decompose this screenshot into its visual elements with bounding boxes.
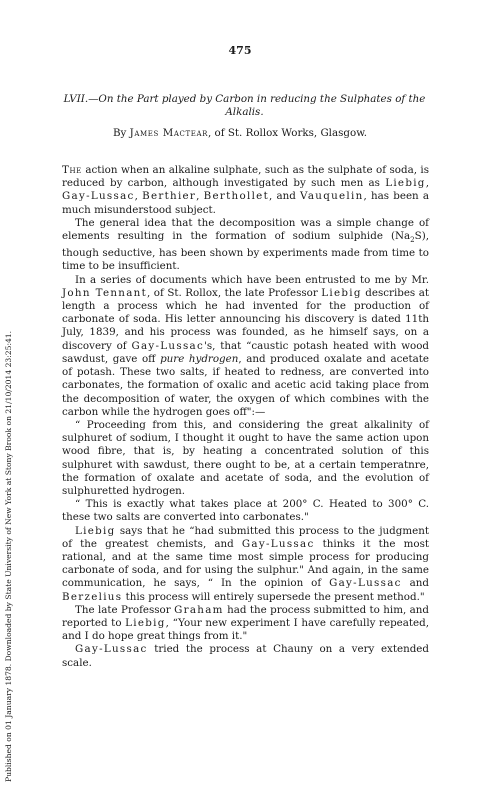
paragraph-4 [62,419,429,498]
paragraph-4-text: “ Proceeding from this, and considering the great alkalinity of sulphuret of sodium, I thought it ought to have the same action upon wood fibre, that is, by heating a concentrated solution of this sulphuret with sawdust, there ought to be, at a certain temperatnre, the formation of oxalate and acetate of soda, and the evolution of sulphuretted hydrogen. [62,418,429,497]
paragraph-3-text: 's, that “caustic potash heated with wood sawdust, gave off [62,339,429,365]
name-liebig: Liebig [385,177,426,190]
paragraph-3-text: , and produced oxalate and acetate of potash. These two salts, if heated to redness, are converted into carbonates, the formation of oxalic and acetic acid taking place from the decomposition of water, the oxygen of which combines with the carbon while the hydrogen goes off":— [62,352,429,418]
paragraph-1-lead: The [62,164,82,176]
paragraph-3-text: In a series of documents which have been entrusted to me by Mr. [75,273,429,286]
byline [0,127,480,139]
name-gay-lussac: Gay-Lussac [131,339,205,352]
name-liebig: Liebig [125,616,166,629]
paragraph-1-text: , [425,177,429,190]
download-notice-sidebar: Published on 01 January 1878. Downloaded by State University of New York at Stony Brook on 21/10/2014 23:25:41. [4,330,13,782]
name-gay-lussac: Gay-Lussac [75,643,148,656]
article-body [62,164,429,670]
paragraph-5 [62,498,429,524]
title-line-2: Alkalis. [225,106,264,119]
paragraph-2-text: S), though seductive, has been shown by experiments made from time to time to be insufficient. [62,230,429,273]
paragraph-1 [62,164,429,217]
byline-affiliation: , of St. Rollox Works, Glasgow. [208,127,368,139]
paragraph-6-text: thinks it the most rational, and at the same time most simple process for producing carbonate of soda, and for using the sulphur." And again, in the same communication, he says, “ In the opinion of [62,537,429,590]
paragraph-1-text: , [134,190,143,203]
name-gay-lussac: Gay-Lussac [241,537,315,550]
name-liebig: Liebig [75,524,116,537]
paragraph-6-text: and [401,577,429,590]
name-berthier: Berthier [142,190,197,203]
author-name: James Mactear [129,127,208,139]
paragraph-7 [62,604,429,644]
paragraph-7-text: The late Professor [75,603,175,616]
paragraph-8-text: tried the process at Chauny on a very extended scale. [62,643,429,669]
name-john-tennant: John Tennant [62,286,148,299]
emphasis-pure-hydrogen: pure hydrogen [160,352,239,365]
name-gay-lussac: Gay-Lussac [329,577,402,590]
paragraph-8 [62,643,429,669]
paragraph-6 [62,525,429,604]
paragraph-1-text: , [196,190,204,203]
name-liebig: Liebig [321,286,362,299]
paragraph-3 [62,274,429,419]
paragraph-6-text: this process will entirely supersede the present method." [122,590,425,603]
paragraph-3-text: describes at length a process which he had invented for the production of carbonate of soda. His letter announcing his discovery is dated 11th July, 1839, and his process was founded, as he himself says, on a discovery of [62,286,429,352]
byline-prefix: By [112,127,130,139]
subscript: 2 [410,236,415,245]
paragraph-3-text: , of St. Rollox, the late Professor [147,286,322,299]
paragraph-6-text: says that he “had submitted this process to the judgment of the greatest chemists, and [62,524,429,550]
paragraph-1-text: , has been a much misunderstood subject. [62,190,430,216]
name-graham: Graham [174,603,224,616]
paragraph-2 [62,217,429,274]
paragraph-7-text: had the process submitted to him, and reported to [62,603,429,629]
title-line-1: LVII.—On the Part played by Carbon in reducing the Sulphates of the [63,93,426,105]
name-berthollet: Berthollet [203,190,270,203]
paragraph-2-text: The general idea that the decomposition was a simple change of elements resulting in the formation of sodium sulphide (Na [62,216,429,243]
article-title [62,93,427,119]
paragraph-1-text: , and [269,190,301,203]
name-berzelius: Berzelius [62,590,123,603]
page-number: 475 [228,44,252,57]
paragraph-5-text: “ This is exactly what takes place at 200° C. Heated to 300° C. these two salts are converted into carbonates." [62,498,429,524]
name-gay-lussac: Gay-Lussac [62,190,135,203]
name-vauquelin: Vauquelin [300,190,364,203]
paragraph-1-text: action when an alkaline sulphate, such as the sulphate of soda, is reduced by carbon, although investigated by such men as [62,164,429,190]
paragraph-7-text: , “Your new experiment I have carefully repeated, and I do hope great things from it." [62,616,429,643]
